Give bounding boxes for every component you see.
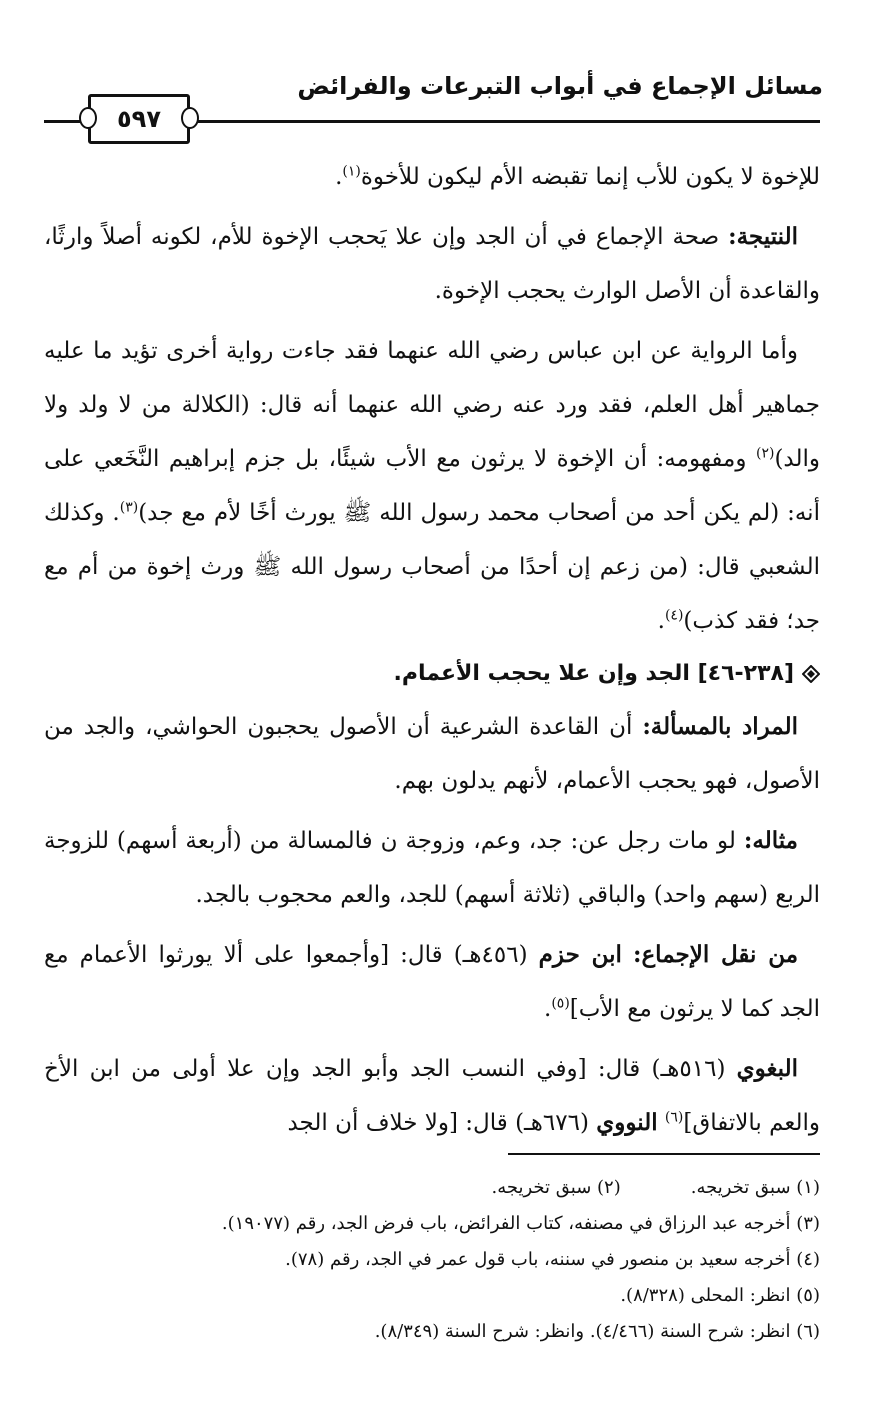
footnote-ref-6: (٦) xyxy=(664,1109,684,1126)
diamond-bullet-icon xyxy=(802,654,820,694)
scholar-nawawi: النووي xyxy=(596,1109,658,1136)
term-result: النتيجة: xyxy=(728,223,798,250)
paragraph-example xyxy=(44,814,820,922)
term-consensus: من نقل الإجماع: xyxy=(632,941,799,968)
footnote-ref-1: (١) xyxy=(342,163,361,180)
footnote-3: (٣) أخرجه عبد الرزاق في مصنفه، كتاب الفرائض، باب فرض الجد، رقم (١٩٠٧٧). xyxy=(221,1213,820,1234)
page-number: ٥٩٧ xyxy=(117,105,161,133)
term-example: مثاله: xyxy=(743,827,799,854)
footnote-ref-3: (٣) xyxy=(119,499,139,516)
footnotes xyxy=(44,1170,820,1350)
footnote-ref-2: (٢) xyxy=(755,445,775,462)
footnote-5-line xyxy=(44,1278,820,1314)
footnote-ref-4: (٤) xyxy=(664,607,684,624)
section-heading xyxy=(44,654,820,694)
paragraph-ibn-abbas-text-b: ومفهومه: أن الإخوة لا يرثون مع الأب شيئًا، بل جزم إبراهيم النَّخَعي على أنه: (لم يكن أحد من أصحاب محمد رسول الله ﷺ يورث أخًا لأم مع جد) xyxy=(44,446,820,526)
footnote-line-1-2 xyxy=(44,1170,820,1206)
footnote-rule xyxy=(508,1153,820,1155)
footnote-6: (٦) انظر: شرح السنة (٤/٤٦٦). وانظر: شرح السنة (٨/٣٤٩). xyxy=(374,1321,820,1342)
running-header-title: مسائل الإجماع في أبواب التبرعات والفرائض xyxy=(297,72,823,100)
footnote-ref-5: (٥) xyxy=(551,995,570,1012)
footnote-6-line xyxy=(44,1314,820,1350)
footnote-4-line xyxy=(44,1242,820,1278)
paragraph-result xyxy=(44,210,820,318)
footnote-1: (١) سبق تخريجه. xyxy=(690,1177,820,1198)
paragraph-example-text: لو مات رجل عن: جد، وعم، وزوجة ن فالمسالة من (أربعة أسهم) للزوجة الربع (سهم واحد) والباقي (ثلاثة أسهم) للجد، والعم محجوب بالجد. xyxy=(44,828,820,908)
footnote-5: (٥) انظر: المحلى (٨/٣٢٨). xyxy=(620,1285,820,1306)
paragraph-result-text: صحة الإجماع في أن الجد وإن علا يَحجب الإخوة للأم، لكونه أصلاً وارثًا، والقاعدة أن الأصل الوارث يحجب الإخوة. xyxy=(44,224,820,304)
section-heading-text: [٢٣٨-٤٦] الجد وإن علا يحجب الأعمام. xyxy=(393,661,794,686)
paragraph-1: للإخوة لا يكون للأب إنما تقبضه الأم ليكون للأخوة$^{(١)}$. xyxy=(335,163,820,190)
paragraph-1-text: للإخوة لا يكون للأب إنما تقبضه الأم ليكون للأخوة xyxy=(360,164,820,190)
paragraph-baghawi-text-a: (٥١٦هـ) قال: [وفي النسب الجد وأبو الجد وإن علا أولى من ابن الأخ والعم بالاتفاق] xyxy=(44,1056,820,1136)
paragraph-baghawi xyxy=(44,1042,820,1150)
footnote-2: (٢) سبق تخريجه. xyxy=(491,1177,621,1198)
paragraph-meaning xyxy=(44,700,820,808)
term-meaning: المراد بالمسألة: xyxy=(642,713,799,740)
paragraph-ibn-abbas-text-a: وأما الرواية عن ابن عباس رضي الله عنهما فقد جاءت رواية أخرى تؤيد ما عليه جماهير أهل العلم، فقد ورد عنه رضي الله عنهما أنه قال: (الكلالة من لا ولد ولا والد) xyxy=(44,338,820,472)
paragraph-baghawi-text-b: (٦٧٦هـ) قال: [ولا خلاف أن الجد xyxy=(287,1110,589,1136)
body-text xyxy=(44,150,820,1156)
paragraph-ibn-abbas: وأما الرواية عن ابن عباس رضي الله عنهما فقد جاءت رواية أخرى تؤيد ما عليه جماهير أهل العلم، فقد ورد عنه رضي الله عنهما أنه قال: (الكلالة من لا ولد ولا والد)$^{(٢)}$ ومفهومه: أن الإخوة لا يرثون مع الأب شيئًا، بل جزم إبراهيم النَّخَعي على أنه: (لم يكن أحد من أصحاب محمد رسول الله ﷺ يورث أخًا لأم مع جد)$^{(٣)}$. وكذلك الشعبي قال: (من زعم إن أحدًا من أصحاب رسول الله ﷺ ورث إخوة من أم مع جد؛ فقد كذب)$^{(٤)}$. xyxy=(44,338,820,634)
scholar-ibn-hazm: ابن حزم xyxy=(538,941,622,968)
paragraph-ibn-abbas-text-c: . وكذلك الشعبي قال: (من زعم إن أحدًا من أصحاب رسول الله ﷺ ورث إخوة من أم مع جد؛ فقد كذب) xyxy=(44,500,820,634)
page-number-ornament xyxy=(88,94,190,144)
paragraph-consensus: من نقل الإجماع: ابن حزم (٤٥٦هـ) قال: [وأجمعوا على ألا يورثوا الأعمام مع الجد كما لا يرثون مع الأب]$^{(٥)}$. xyxy=(44,941,820,1022)
scholar-baghawi: البغوي xyxy=(736,1055,798,1082)
paragraph-consensus-text: (٤٥٦هـ) قال: [وأجمعوا على ألا يورثوا الأعمام مع الجد كما لا يرثون مع الأب] xyxy=(44,942,820,1022)
paragraph-meaning-text: أن القاعدة الشرعية أن الأصول يحجبون الحواشي، والجد من الأصول، فهو يحجب الأعمام، لأنهم يدلون بهم. xyxy=(44,714,820,794)
footnote-4: (٤) أخرجه سعيد بن منصور في سننه، باب قول عمر في الجد، رقم (٧٨). xyxy=(285,1249,820,1270)
footnote-3-line xyxy=(44,1206,820,1242)
